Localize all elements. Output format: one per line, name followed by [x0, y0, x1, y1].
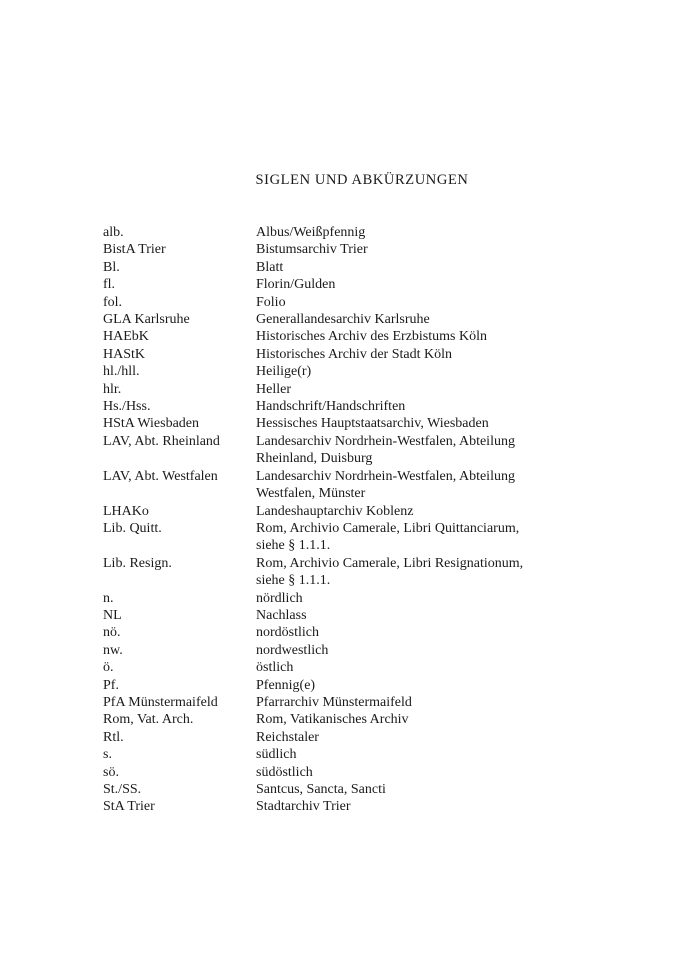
abbreviation-term: Rtl.: [103, 729, 124, 745]
abbreviation-definition: [256, 433, 543, 468]
abbreviation-entry: [103, 764, 543, 781]
abbreviation-entry: [103, 311, 543, 328]
abbreviation-entry: [103, 642, 543, 659]
abbreviation-definition: [256, 555, 543, 590]
page-title: SIGLEN UND ABKÜRZUNGEN: [255, 172, 469, 188]
definition-line: südlich: [256, 747, 297, 763]
definition-line: siehe § 1.1.1.: [256, 573, 331, 589]
abbreviation-entry: [103, 259, 543, 276]
abbreviation-entry: [103, 520, 543, 555]
abbreviation-term: StA Trier: [103, 799, 155, 815]
abbreviation-entry: [103, 346, 543, 363]
abbreviation-term: Lib. Quitt.: [103, 520, 162, 536]
abbreviation-entry: [103, 781, 543, 798]
abbreviation-term: sö.: [103, 764, 119, 780]
abbreviation-term: n.: [103, 590, 114, 606]
abbreviation-definition: [256, 642, 543, 659]
definition-line: Handschrift/Handschriften: [256, 399, 406, 415]
definition-line: Landeshauptarchiv Koblenz: [256, 503, 414, 519]
abbreviation-definition: [256, 746, 543, 763]
abbreviation-term: GLA Karlsruhe: [103, 312, 190, 328]
abbreviation-entry: [103, 711, 543, 728]
abbreviation-definition: [256, 798, 543, 815]
definition-line: Westfalen, Münster: [256, 486, 366, 502]
definition-line: nördlich: [256, 590, 303, 606]
abbreviation-entry: [103, 555, 543, 590]
abbreviation-entry: [103, 746, 543, 763]
abbreviation-definition: [256, 468, 543, 503]
abbreviation-term: HAEbK: [103, 329, 149, 345]
abbreviation-definition: [256, 659, 543, 676]
abbreviation-definition: [256, 294, 543, 311]
abbreviation-entry: [103, 415, 543, 432]
definition-line: nordwestlich: [256, 642, 329, 658]
abbreviation-term: NL: [103, 607, 122, 623]
abbreviation-definition: [256, 520, 543, 555]
abbreviation-term: Lib. Resign.: [103, 555, 172, 571]
definition-line: Historisches Archiv des Erzbistums Köln: [256, 329, 487, 345]
abbreviation-term: hlr.: [103, 381, 122, 397]
definition-line: Rom, Archivio Camerale, Libri Resignationum,: [256, 555, 524, 571]
abbreviation-entry: [103, 468, 543, 503]
abbreviation-definition: [256, 276, 543, 293]
abbreviation-term: PfA Münstermaifeld: [103, 694, 218, 710]
abbreviation-term: Pf.: [103, 677, 119, 693]
definition-line: Folio: [256, 294, 286, 310]
definition-line: südöstlich: [256, 764, 313, 780]
definition-line: Generallandesarchiv Karlsruhe: [256, 312, 430, 328]
definition-line: Rom, Archivio Camerale, Libri Quittanciarum,: [256, 520, 520, 536]
definition-line: siehe § 1.1.1.: [256, 538, 331, 554]
abbreviation-term: fol.: [103, 294, 123, 310]
abbreviation-term: s.: [103, 747, 112, 763]
abbreviation-definition: [256, 729, 543, 746]
abbreviation-definition: [256, 781, 543, 798]
abbreviation-definition: [256, 363, 543, 380]
definition-line: Stadtarchiv Trier: [256, 799, 351, 815]
definition-line: Historisches Archiv der Stadt Köln: [256, 346, 452, 362]
abbreviation-entry: [103, 590, 543, 607]
abbreviation-term: Rom, Vat. Arch.: [103, 712, 194, 728]
abbreviation-definition: [256, 711, 543, 728]
definition-line: Rom, Vatikanisches Archiv: [256, 712, 409, 728]
abbreviation-term: fl.: [103, 277, 116, 293]
abbreviation-entry: [103, 224, 543, 241]
definition-line: Hessisches Hauptstaatsarchiv, Wiesbaden: [256, 416, 489, 432]
abbreviation-definition: [256, 224, 543, 241]
abbreviation-definition: [256, 328, 543, 345]
abbreviation-entry: [103, 328, 543, 345]
abbreviation-definition: [256, 241, 543, 258]
abbreviation-definition: [256, 381, 543, 398]
abbreviation-term: Hs./Hss.: [103, 399, 151, 415]
definition-line: Santcus, Sancta, Sancti: [256, 782, 386, 797]
abbreviation-term: LAV, Abt. Rheinland: [103, 433, 220, 449]
abbreviation-definition: [256, 311, 543, 328]
abbreviation-entry: [103, 729, 543, 746]
abbreviation-entry: [103, 503, 543, 520]
abbreviation-definition: [256, 607, 543, 624]
abbreviation-entry: [103, 677, 543, 694]
abbreviation-definition: [256, 259, 543, 276]
abbreviation-entry: [103, 241, 543, 258]
abbreviation-term: hl./hll.: [103, 364, 140, 380]
abbreviation-term: alb.: [103, 225, 124, 240]
definition-line: Landesarchiv Nordrhein-Westfalen, Abteilung: [256, 433, 515, 449]
definition-line: Landesarchiv Nordrhein-Westfalen, Abteilung: [256, 468, 515, 484]
abbreviation-definition: [256, 346, 543, 363]
abbreviation-term: HStA Wiesbaden: [103, 416, 200, 432]
abbreviation-term: LAV, Abt. Westfalen: [103, 468, 218, 484]
abbreviation-entry: [103, 433, 543, 468]
abbreviation-entry: [103, 398, 543, 415]
abbreviation-definition: [256, 624, 543, 641]
abbreviation-term: HAStK: [103, 346, 146, 362]
abbreviation-definition: [256, 694, 543, 711]
abbreviation-entry: [103, 607, 543, 624]
abbreviation-definition: [256, 503, 543, 520]
abbreviation-list: [103, 224, 543, 816]
abbreviation-entry: [103, 381, 543, 398]
definition-line: Nachlass: [256, 607, 307, 623]
abbreviation-entry: [103, 294, 543, 311]
abbreviation-definition: [256, 677, 543, 694]
abbreviation-term: ö.: [103, 660, 114, 676]
definition-line: Reichstaler: [256, 729, 319, 745]
abbreviation-term: BistA Trier: [103, 242, 166, 258]
definition-line: Pfennig(e): [256, 677, 316, 693]
definition-line: östlich: [256, 660, 294, 676]
definition-line: Blatt: [256, 259, 284, 275]
definition-line: nordöstlich: [256, 625, 319, 641]
definition-line: Rheinland, Duisburg: [256, 451, 373, 467]
abbreviation-term: Bl.: [103, 259, 120, 275]
definition-line: Pfarrarchiv Münstermaifeld: [256, 694, 412, 710]
abbreviation-definition: [256, 398, 543, 415]
abbreviation-term: LHAKo: [103, 503, 149, 519]
definition-line: Bistumsarchiv Trier: [256, 242, 368, 258]
abbreviation-definition: [256, 590, 543, 607]
definition-line: Heller: [256, 381, 291, 397]
abbreviation-entry: [103, 624, 543, 641]
definition-line: Heilige(r): [256, 364, 312, 380]
abbreviation-term: St./SS.: [103, 782, 142, 797]
abbreviation-definition: [256, 415, 543, 432]
abbreviation-term: nö.: [103, 625, 121, 641]
abbreviation-entry: [103, 798, 543, 815]
abbreviation-entry: [103, 276, 543, 293]
definition-line: Florin/Gulden: [256, 277, 336, 293]
abbreviation-entry: [103, 659, 543, 676]
abbreviation-term: nw.: [103, 642, 123, 658]
abbreviation-entry: [103, 363, 543, 380]
abbreviation-entry: [103, 694, 543, 711]
definition-line: Albus/Weißpfennig: [256, 225, 366, 240]
abbreviation-definition: [256, 764, 543, 781]
